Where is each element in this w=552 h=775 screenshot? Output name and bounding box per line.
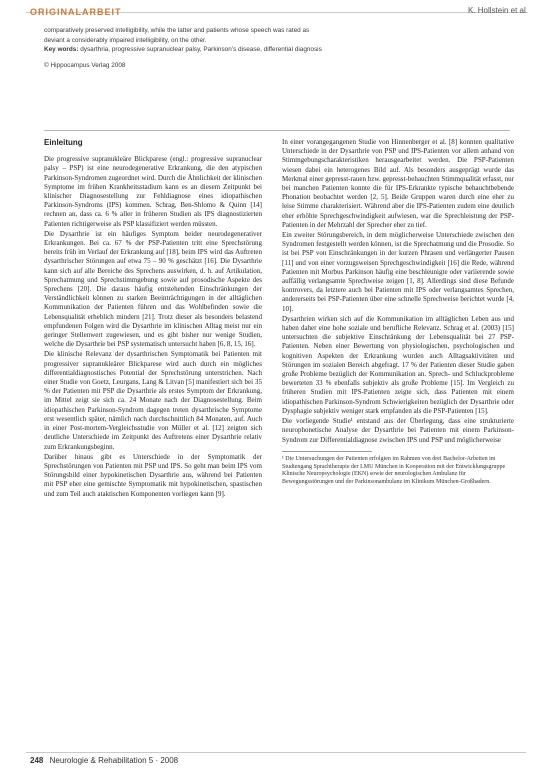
right-column (282, 138, 514, 487)
paragraph: Ein zweiter Störungsbereich, in dem möglicherweise Unterschiede zwischen den Syndromen festgestellt werden können, ist die Sprechatmung und die Prosodie. So ist bei PSP von Einschränkungen in der kurzen Phrasen und verlängerter Pausen [11] und von einer vorzugsweisen Sprechgeschwindigkeit [16] die Rede, während Patienten mit Morbus Parkinson häufig eine beschleunigte oder variierende sowie auffällig verlangsamte Sprechweise zeigen [1, 8]. Allerdings sind diese Befunde kontrovers, da letztere auch bei Patienten mit IPS oder verlangsamtes Sprechen, andererseits bei PSP-Patienten über eine schnelle Sprechweise berichtet wurde [4, 10]. (282, 231, 514, 313)
keywords-label: Key words: (44, 46, 79, 54)
page-number: 248 (30, 756, 44, 765)
paragraph: Darüber hinaus gibt es Unterschiede in der Symptomatik der Sprechstörungen von Patienten mit PSP und IPS. So geht man beim IPS vom Störungsbild einer hypokinetischen Dysarthrie aus, während bei Patienten mit PSP eher eine gemischte Symptomatik mit hypokinetischen, spastischen und zum Teil auch ataktischen Komponenten vorliegen kann [9]. (44, 452, 262, 498)
section-label: ORIGINALARBEIT (30, 7, 122, 17)
abstract-line: deviant a considerably impaired intelligibility, on the other. (44, 36, 207, 44)
keywords (44, 45, 514, 55)
paragraph: Die klinische Relevanz der dysarthrischen Symptomatik bei Patienten mit progressiver supranukleärer Blickparese wird auch durch ein mögliches differentialdiagnostisches Potential der Sprechstörung unterstrichen. Nach einer Studie von Goetz, Leurgans, Lang & Litvan [5] manifestiert sich bei 35 % der Patienten mit PSP die Dysarthrie als erstes Symptom der Erkrankung, im Mittel zeigt sie sich ca. 24 Monate nach der Diagnosestellung. Beim idiopathischen Parkinson-Syndrom dagegen treten dysarthrische Symptome erst wesentlich später, nämlich nach durchschnittlich 84 Monaten, auf. Auch in einer Post-mortem-Vergleichsstudie von Müller et al. [12] zeigten sich deutliche Unterschiede im Zeitpunkt des Auftretens einer Dysarthrie relativ zum Erkrankungsbeginn. (44, 350, 262, 451)
footer-rule (26, 752, 526, 753)
abstract-block (44, 26, 514, 70)
paragraph: Dysarthrien wirken sich auf die Kommunikation im alltäglichen Leben aus und haben daher eine hohe soziale und berufliche Relevanz. Schrag et al. (2003) [15] untersuchten die subjektive Einschränkung der Lebensqualität bei 27 PSP-Patienten. Neben einer Bewertung von physiologischen, psychologischen und kognitiven Aspekten der Erkrankung wurden auch Alltagsaktivitäten und Störungen im sozialen Bereich abgefragt. 17 % der Patienten dieser Studie gaben große Probleme bezüglich der Kommunikation an. Sprech- und Schluckprobleme bewerteten 33 % ebenfalls subjektiv als große Probleme [15]. Im Vergleich zu früheren Studien mit IPS-Patienten zeigte sich, dass Patienten mit einem idiopathischen Parkinson-Syndrom Schwierigkeiten bezüglich der Dysarthrie oder Dysphagie subjektiv weniger stark empfanden als die PSP-Patienten [15]. (282, 314, 514, 415)
footnote: ¹ Die Untersuchungen der Patienten erfolgten im Rahmen von drei Bachelor-Arbeiten im Studiengang Sprachtherapie der LMU München in Kooperation mit der Entwicklungsgruppe Klinische Neuropsychologie (EKN) sowie der neurologischen Ambulanz für Bewegungsstörungen und der Parkinsonambulanz im Klinikum München-Großhadern. (282, 455, 506, 486)
keywords-text: dysarthria, progressive supranuclear palsy, Parkinson’s disease, differential diagnosis (80, 46, 322, 54)
left-column (44, 138, 262, 500)
journal-name: Neurologie & Rehabilitation 5 · 2008 (49, 756, 179, 765)
page-footer (30, 756, 178, 765)
running-head: K. Hollstein et al. (467, 6, 528, 15)
abstract-line: comparatively preserved intelligibility, while the latter and patients whose speech was rated as (44, 27, 310, 34)
abstract-divider (44, 130, 510, 131)
section-heading: Einleitung (44, 138, 83, 147)
paragraph: Die progressive supranukleäre Blickparese (engl.: progressive supranuclear palsy – PSP) ist eine neurodegenerative Erkrankung, die den atypischen Parkinson-Syndromen zugeordnet wird. Durch die Ähnlichkeit der klinischen Symptome im frühen Krankheitsstadium kann es an diesem Zeitpunkt bei klinischer Diagnosestellung zur Fehldiagnose eines idiopathischen Parkinson-Syndroms (IPS) kommen. Schrag, Ben-Shlomo & Quinn [14] rechnen an, dass ca. 6 % aller in früheren Studien als IPS diagnostizierten Patienten richtigerweise als PSP klassifiziert werden müssten. (44, 155, 262, 228)
copyright: © Hippocampus Verlag 2008 (44, 61, 126, 69)
paragraph: Die Dysarthrie ist ein häufiges Symptom beider neurodegenerativer Erkrankungen. Bei ca. 67 % der PSP-Patienten tritt eine Sprechstörung bereits früh im Verlauf der Erkrankung auf [18], beim IPS wird das Auftreten dysarthrischer Störungen auf etwa 75 – 90 % geschätzt [16]. Die Dysarthrie kann sich auf alle Bereiche des Sprechens auswirken, d. h. auf Artikulation, Sprechatmung und Sprechstimmgebung sowie auf prosodische Aspekte des Sprechens [20]. Die daraus häufig entstehenden Einschränkungen der Verständlichkeit können zu starken Beeinträchtigungen in der alltäglichen Kommunikation der Patienten führen und das Wohlbefinden sowie die Lebensqualität erheblich mindern [21]. Trotz dieser als besonders belastend empfundenen Folgen wird die Dysarthrie im klinischen Alltag meist nur ein geringer Stellenwert zugewiesen, und es gibt bisher nur wenige Studien, welche die Dysarthrie bei PSP systematisch untersucht haben [6, 8, 15, 16]. (44, 229, 262, 349)
paragraph: In einer vorangegangenen Studie von Hinnenberger et al. [8] konnten qualitative Unterschiede in der Dysarthrie von PSP und IPS-Patienten vor allem anhand von Stimmgebungscharakteristiken herausgearbeitet werden. Die PSP-Patienten wiesen dabei ein heterogenes Bild auf. Als besonders ausgeprägt wurde das Merkmal einer gepresst-rauen bzw. gepresst-behauchten Stimmqualität erfasst, nur bei manchen Patienten konnte die für IPS-Erkrankte typische behauchtbebende Phonation beobachtet werden [2, 5]. Beide Gruppen waren durch eine eher zu leise Stimme charakterisiert. Während aber die IPS-Patienten zudem eine deutlich eher erhöhte Sprechgeschwindigkeit aufwiesen, war die Sprechleistung der PSP-Patienten in der Mehrzahl der Sprecher eher zu tief. (282, 138, 514, 229)
footnote-rule (282, 451, 372, 452)
paragraph: Die vorliegende Studie¹ entstand aus der Überlegung, dass eine strukturierte neurophonetische Analyse der Dysarthrie bei Patienten mit einem Parkinson-Syndrom zur Differentialdiagnose zwischen IPS und PSP und möglicherweise (282, 417, 514, 444)
